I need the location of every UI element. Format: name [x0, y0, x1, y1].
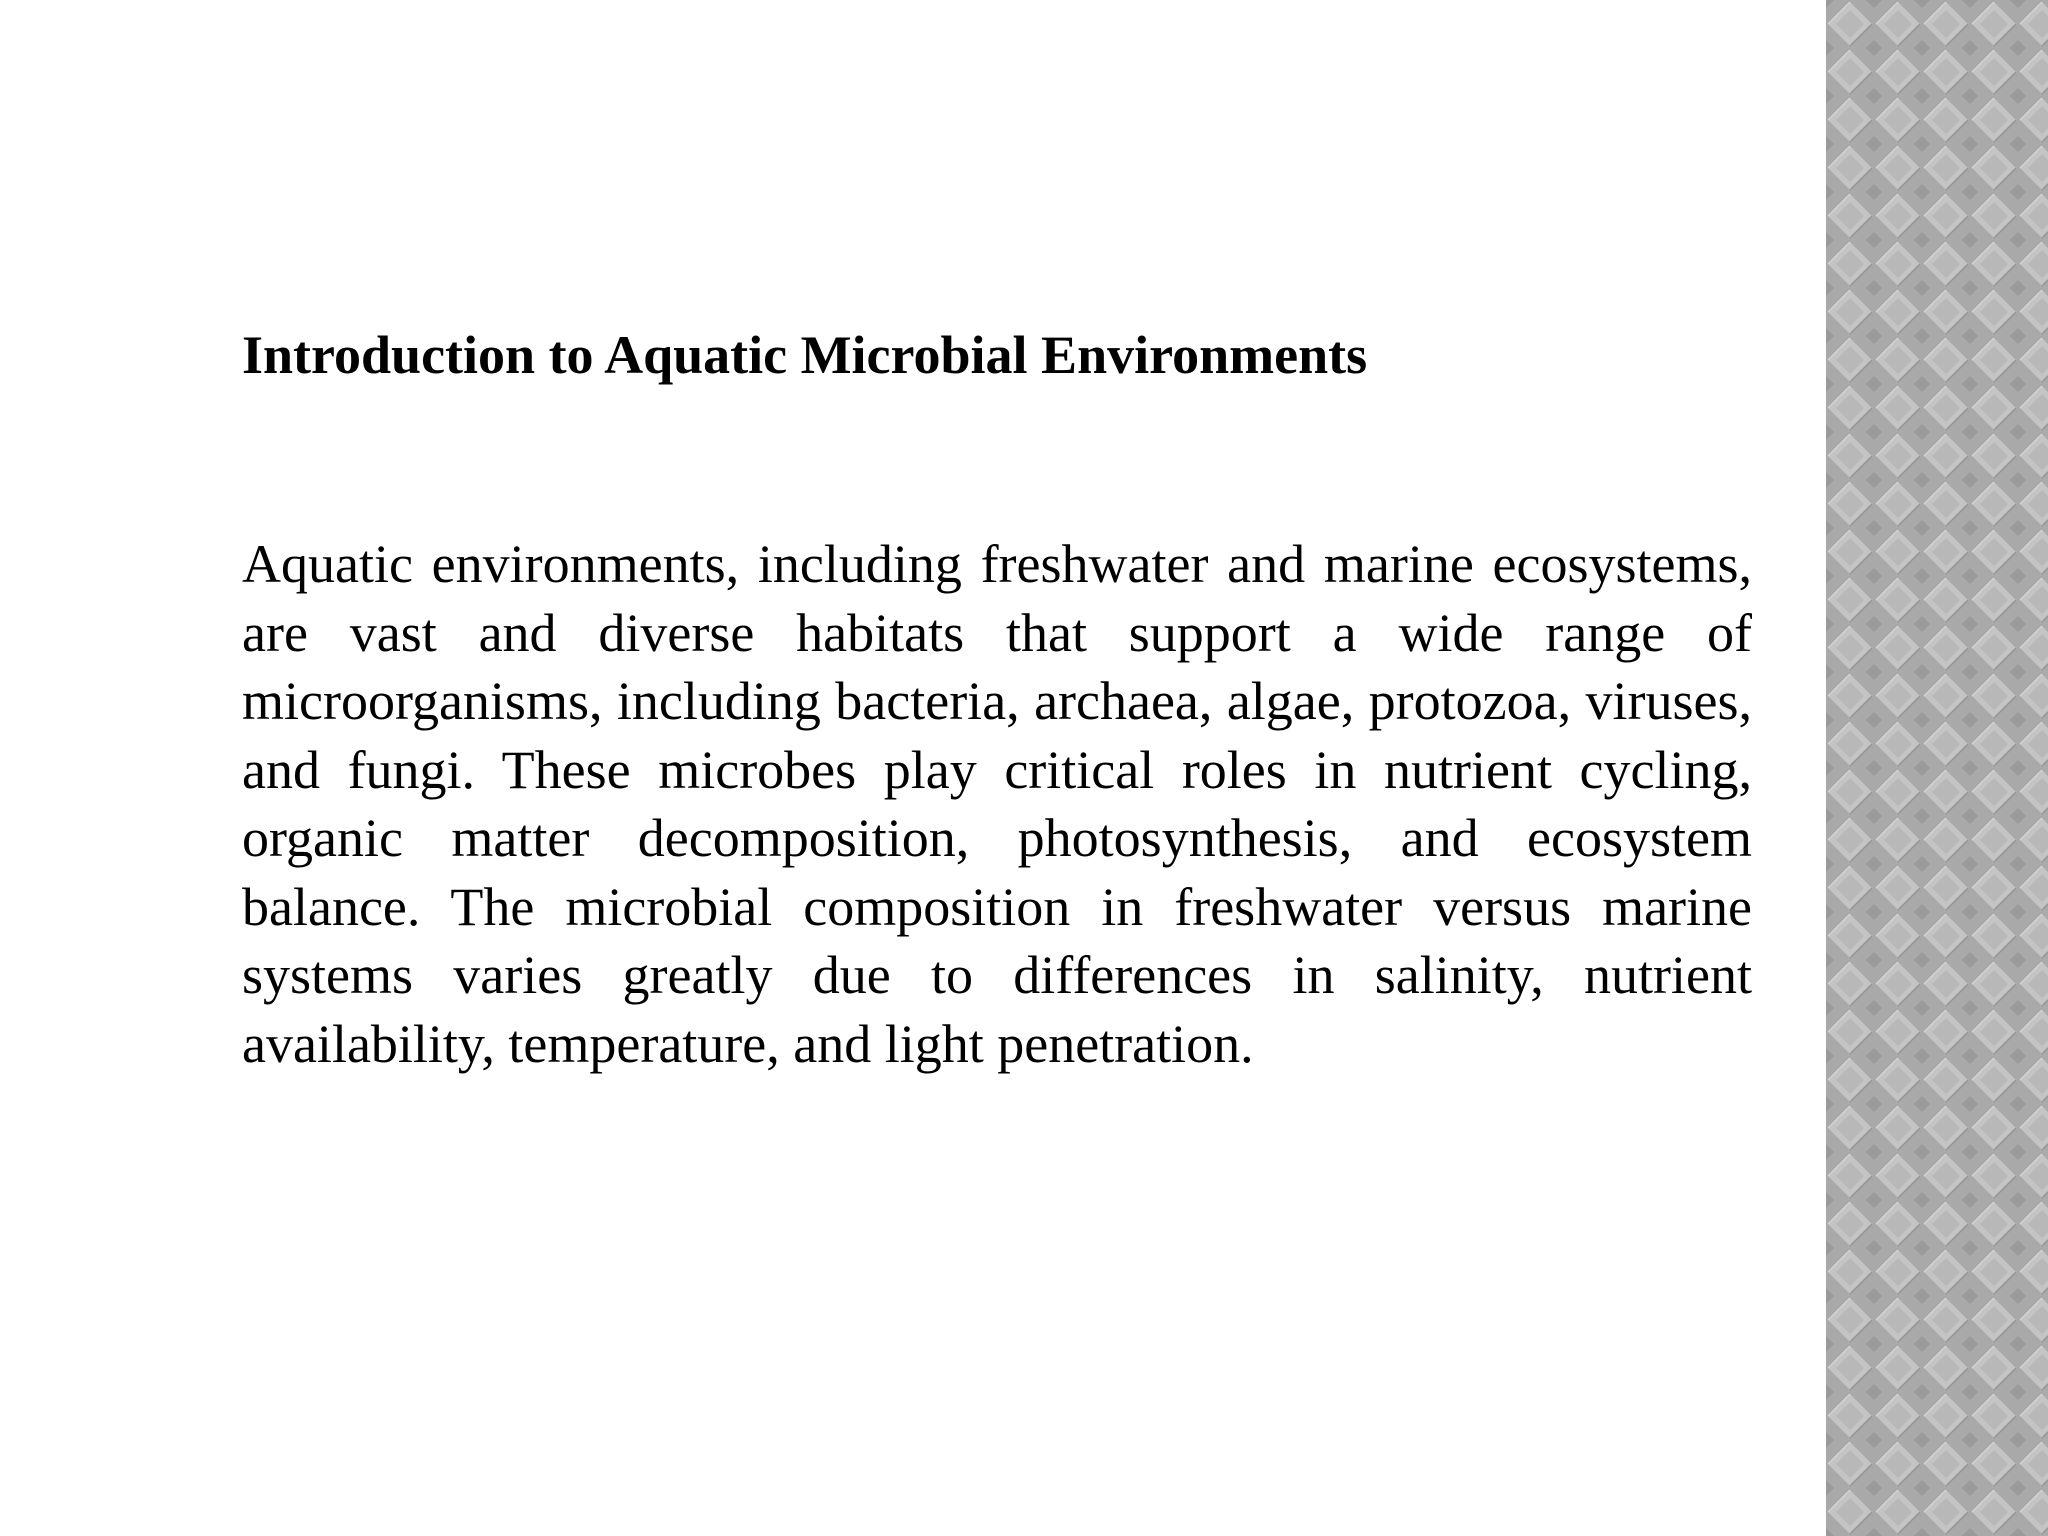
slide-body-text: Aquatic environments, including freshwater and marine ecosystems, are vast and diverse habitats that support a wide range of microorganisms, including bacteria, archaea, algae, protozoa, viruses, and fungi. These microbes play critical roles in nutrient cycling, organic matter decomposition, photosynthesis, and ecosystem balance. The microbial composition in freshwater versus marine systems varies greatly due to differences in salinity, nutrient availability, temperature, and light penetration. [242, 534, 1752, 1074]
slide-title: Introduction to Aquatic Microbial Environments [242, 325, 1368, 385]
decorative-side-band [1826, 0, 2048, 1536]
diamond-pattern [1826, 0, 2048, 1536]
